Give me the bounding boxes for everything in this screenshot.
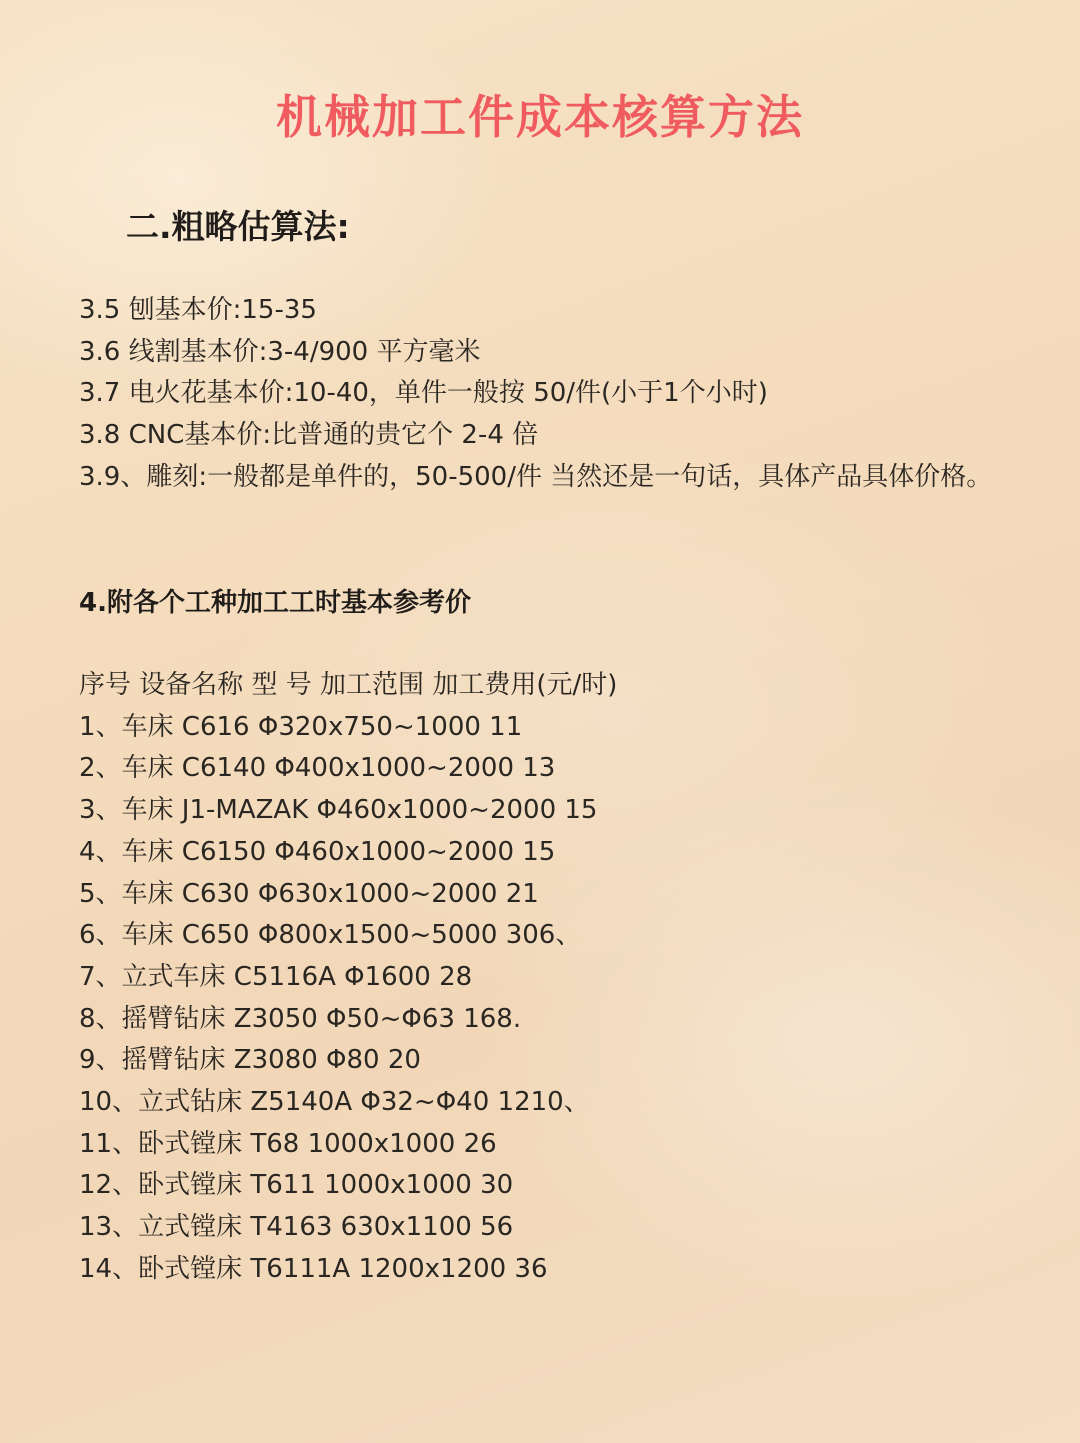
- estimate-list: [79, 290, 999, 499]
- table-row: 10、立式钻床 Z5140A Φ32~Φ40 1210、: [79, 1087, 590, 1118]
- table-row: 13、立式镗床 T4163 630x1100 56: [79, 1212, 514, 1243]
- table-row: 14、卧式镗床 T6111A 1200x1200 36: [79, 1253, 548, 1284]
- table-row: 12、卧式镗床 T611 1000x1000 30: [79, 1170, 514, 1201]
- table-row: 5、车床 C630 Φ630x1000~2000 21: [79, 878, 539, 909]
- list-item: 3.5 刨基本价:15-35: [79, 295, 317, 325]
- table-row: 3、车床 J1-MAZAK Φ460x1000~2000 15: [79, 795, 598, 826]
- list-item: 3.9、雕刻:一般都是单件的，50-500/件 当然还是一句话，具体产品具体价格。: [79, 461, 993, 492]
- table-row: 8、摇臂钻床 Z3050 Φ50~Φ63 168.: [79, 1003, 522, 1034]
- table-row: 11、卧式镗床 T68 1000x1000 26: [79, 1128, 497, 1159]
- page-title: 机械加工件成本核算方法: [276, 90, 804, 144]
- table-row: 7、立式车床 C5116A Φ1600 28: [79, 961, 473, 992]
- table-row: 6、车床 C650 Φ800x1500~5000 306、: [79, 920, 582, 951]
- table-row: 1、车床 C616 Φ320x750~1000 11: [79, 711, 523, 742]
- list-item: 3.6 线割基本价:3-4/900 平方毫米: [79, 336, 481, 367]
- list-item: 3.7 电火花基本价:10-40，单件一般按 50/件(小于1个小时): [79, 378, 768, 409]
- table-row: 4、车床 C6150 Φ460x1000~2000 15: [79, 836, 556, 867]
- table-row: 9、摇臂钻床 Z3080 Φ80 20: [79, 1045, 421, 1076]
- subheading: 4.附各个工种加工工时基本参考价: [79, 588, 471, 618]
- section-heading: 二.粗略估算法:: [126, 207, 350, 246]
- table-row: 2、车床 C6140 Φ400x1000~2000 13: [79, 753, 556, 784]
- table-header: 序号 设备名称 型 号 加工范围 加工费用(元/时): [79, 670, 618, 700]
- reference-price-list: [79, 665, 999, 1291]
- list-item: 3.8 CNC基本价:比普通的贵它个 2-4 倍: [79, 420, 539, 451]
